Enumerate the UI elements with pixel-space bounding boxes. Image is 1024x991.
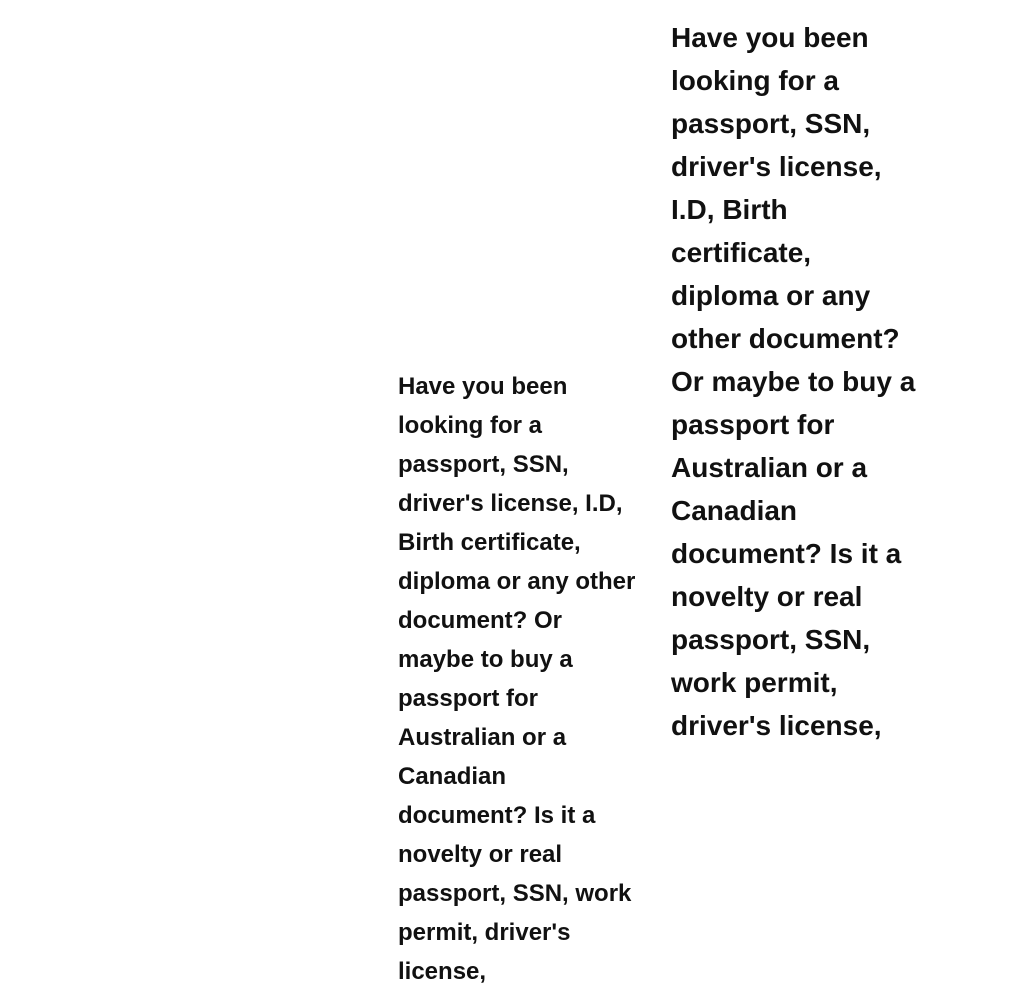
body-text-large: Have you been looking for a passport, SSN, driver's license, I.D, Birth certificate, diploma or any other document? Or maybe to buy a passport for Australian or a Canadian document? Is it a novelty or real passport, SSN, work permit, driver's license, <box>671 22 916 741</box>
body-text-small: Have you been looking for a passport, SSN, driver's license, I.D, Birth certificate, diploma or any other document? Or maybe to buy a passport for Australian or a Canadian document? Is it a novelty or real passport, SSN, work permit, driver's license, <box>398 373 636 985</box>
